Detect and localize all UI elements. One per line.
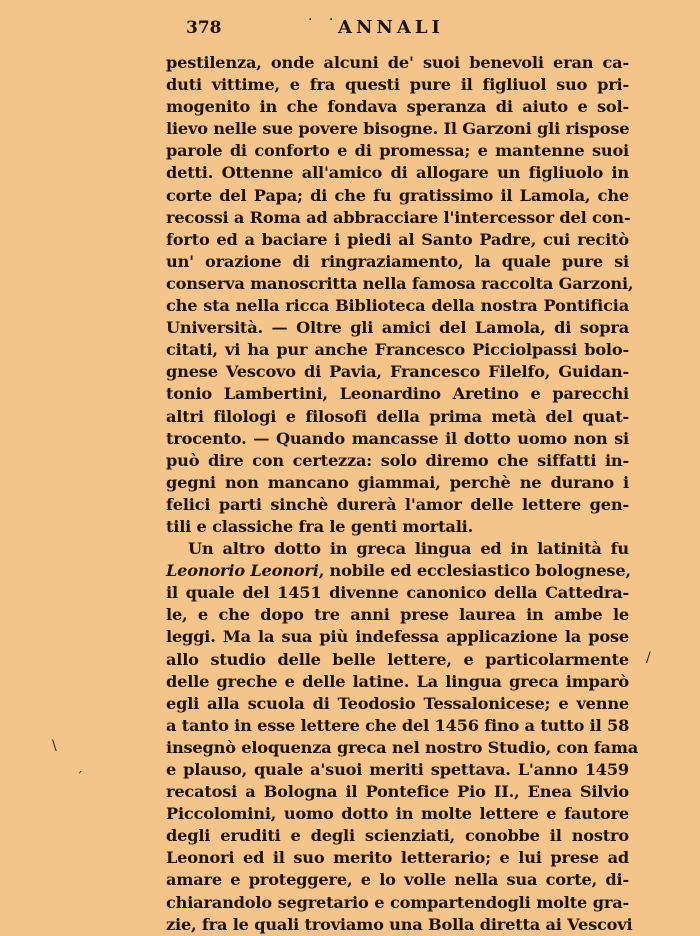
text-line: amare e proteggere, e lo volle nella sua corte, di-: [166, 870, 629, 890]
text-line: mogenito in che fondava speranza di aiuto e sol-: [166, 97, 629, 117]
text-line: tili e classiche fra le genti mortali.: [166, 516, 474, 536]
text-line: pestilenza, onde alcuni de' suoi benevoli eran ca-: [166, 53, 629, 72]
text-line: leggi. Ma la sua più indefessa applicazione la pose: [166, 627, 629, 647]
text-line: zie, fra le quali troviamo una Bolla diretta ai Vescovi: [166, 914, 633, 934]
text-line-rest: , nobile ed ecclesiastico bolognese,: [318, 561, 631, 581]
page-number: 378: [186, 18, 222, 38]
text-line: forto ed a baciare i piedi al Santo Padre, cui recitò: [166, 229, 629, 249]
text-line: recatosi a Bologna il Pontefice Pio II., Enea Silvio: [166, 782, 629, 802]
text-line: e plauso, quale a'suoi meriti spettava. L'anno 1459: [166, 760, 629, 779]
text-line: recossi a Roma ad abbracciare l'intercessor del con-: [166, 207, 631, 227]
text-line: le, e che dopo tre anni prese laurea in ambe le: [166, 605, 629, 625]
text-line: duti vittime, e fra questi pure il figliuol suo pri-: [166, 75, 629, 95]
text-line: parole di conforto e di promessa; e mantenne suoi: [166, 141, 629, 161]
text-line: insegnò eloquenza greca nel nostro Studio, con fama: [166, 737, 639, 757]
text-line: allo studio delle belle lettere, e particolarmente: [166, 649, 629, 669]
text-line: delle greche e delle latine. La lingua greca imparò: [166, 671, 629, 691]
margin-backslash-mark: \: [52, 738, 57, 754]
text-line: Leonori ed il suo merito letterario; e lui prese ad: [166, 848, 629, 868]
text-line: trocento. — Quando mancasse il dotto uomo non si: [166, 428, 629, 448]
text-line: corte del Papa; di che fu gratissimo il Lamola, che: [166, 185, 629, 205]
text-line: gnese Vescovo di Pavia, Francesco Filelfo, Guidan-: [166, 362, 629, 382]
italic-name: Leonorio Leonori: [166, 561, 319, 581]
text-line: Un altro dotto in greca lingua ed in latinità fu: [188, 539, 629, 559]
text-line: può dire con certezza: solo diremo che siffatti in-: [166, 450, 629, 470]
text-line: conserva manoscritta nella famosa raccolta Garzoni,: [166, 273, 634, 293]
text-line: egli alla scuola di Teodosio Tessalonicese; e venne: [166, 693, 629, 713]
text-line: [166, 560, 629, 582]
text-line: gegni non mancano giammai, perchè ne durano i: [166, 472, 629, 492]
header-dots: · ·: [308, 12, 340, 28]
text-line: a tanto in esse lettere che del 1456 fino a tutto il 58: [166, 715, 630, 735]
text-line: degli eruditi e degli scienziati, conobbe il nostro: [166, 826, 629, 846]
text-line: un' orazione di ringraziamento, la quale pure si: [166, 251, 629, 271]
text-line: Piccolomini, uomo dotto in molte lettere e fautore: [166, 804, 629, 824]
text-line: tonio Lambertini, Leonardino Aretino e parecchi: [166, 384, 629, 404]
text-line: felici parti sinchè durerà l'amor delle lettere gen-: [166, 494, 629, 514]
text-line: lievo nelle sue povere bisogne. Il Garzoni gli rispose: [166, 119, 630, 139]
text-line: citati, vi ha pur anche Francesco Picciolpassi bolo-: [166, 340, 629, 360]
margin-slash-mark: /: [646, 650, 651, 666]
text-line: detti. Ottenne all'amico di allogare un figliuolo in: [166, 163, 629, 183]
text-line: chiarandolo segretario e compartendogli molte gra-: [166, 892, 629, 912]
text-line: Università. — Oltre gli amici del Lamola, di sopra: [166, 318, 629, 338]
text-line: che sta nella ricca Biblioteca della nostra Pontificia: [166, 296, 629, 316]
margin-tick-mark: ´: [76, 770, 83, 786]
text-body: [166, 52, 639, 936]
text-line: il quale del 1451 divenne canonico della Cattedra-: [166, 583, 629, 603]
running-header: ANNALI: [338, 17, 444, 38]
text-line: altri filologi e filosofi della prima metà del quat-: [166, 406, 629, 426]
